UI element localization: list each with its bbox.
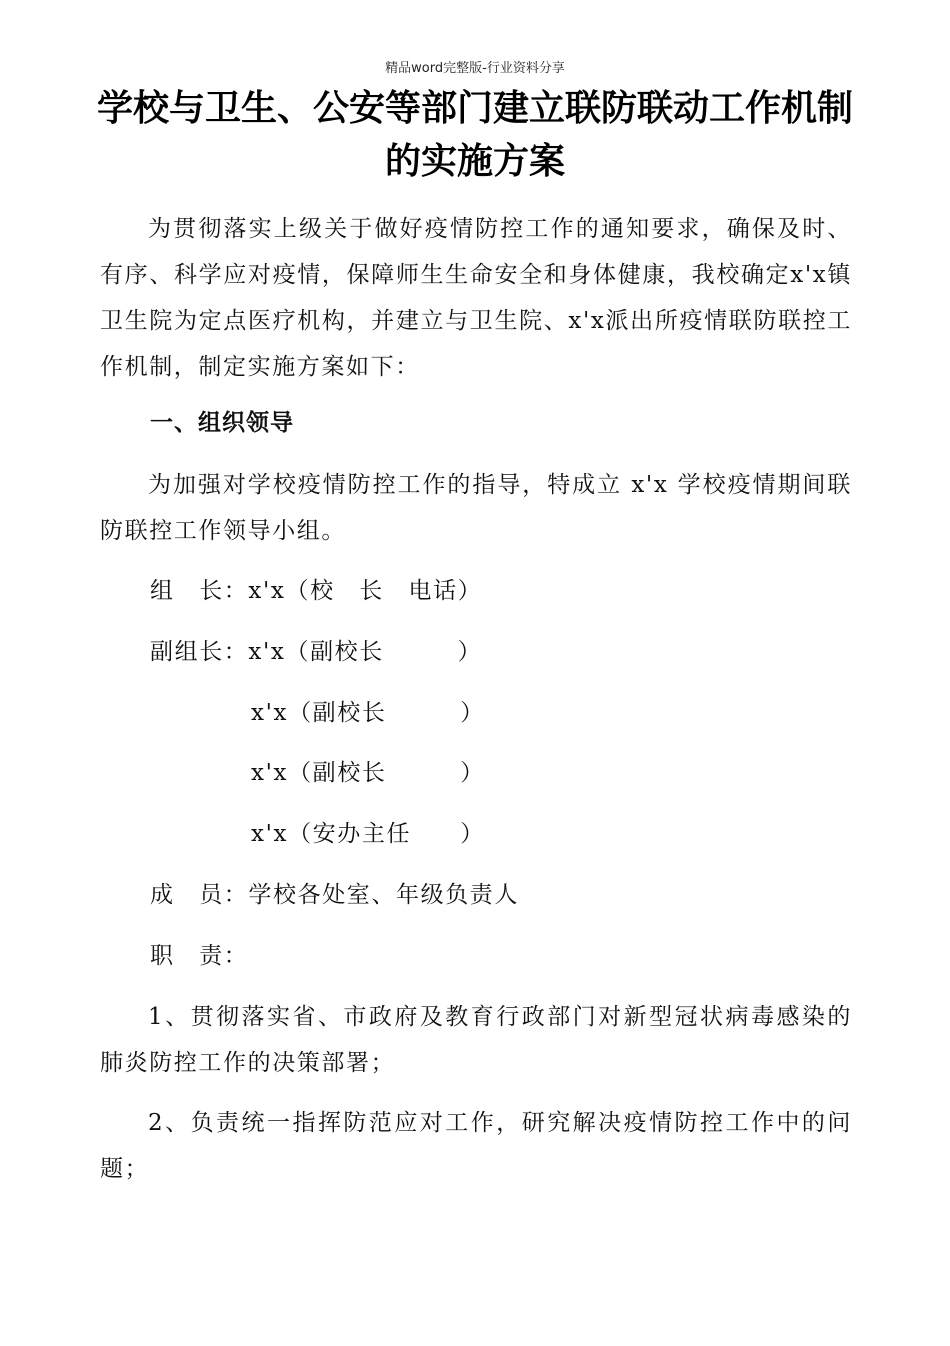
section1-paragraph: 为加强对学校疫情防控工作的指导，特成立 x'x 学校疫情期间联防联控工作领导小组。 (100, 472, 852, 544)
leader-line: 组 长：x'x（校 长 电话） (150, 578, 483, 604)
section-heading-organization: 一、组织领导 (150, 410, 294, 436)
deputy-line-3: x'x（副校长 ） (251, 760, 485, 786)
intro-paragraph: 为贯彻落实上级关于做好疫情防控工作的通知要求，确保及时、有序、科学应对疫情，保障师生生命安全和身体健康，我校确定x'x镇卫生院为定点医疗机构，并建立与卫生院、x'x派出所疫情联防联控工作机制，制定实施方案如下： (100, 216, 852, 380)
duty-item-1: 1、贯彻落实省、市政府及教育行政部门对新型冠状病毒感染的肺炎防控工作的决策部署； (100, 1004, 852, 1076)
duties-label: 职 责： (150, 943, 249, 969)
page-header: 精品word完整版-行业资料分享 (385, 61, 565, 76)
deputy-line-1: 副组长：x'x（副校长 ） (150, 639, 483, 665)
duty-item-2: 2、负责统一指挥防范应对工作，研究解决疫情防控工作中的问题； (100, 1110, 852, 1182)
document-title: 学校与卫生、公安等部门建立联防联动工作机制的实施方案 (96, 88, 853, 182)
deputy-line-4: x'x（安办主任 ） (251, 821, 485, 847)
deputy-line-2: x'x（副校长 ） (251, 700, 485, 726)
members-line: 成 员：学校各处室、年级负责人 (150, 882, 519, 908)
